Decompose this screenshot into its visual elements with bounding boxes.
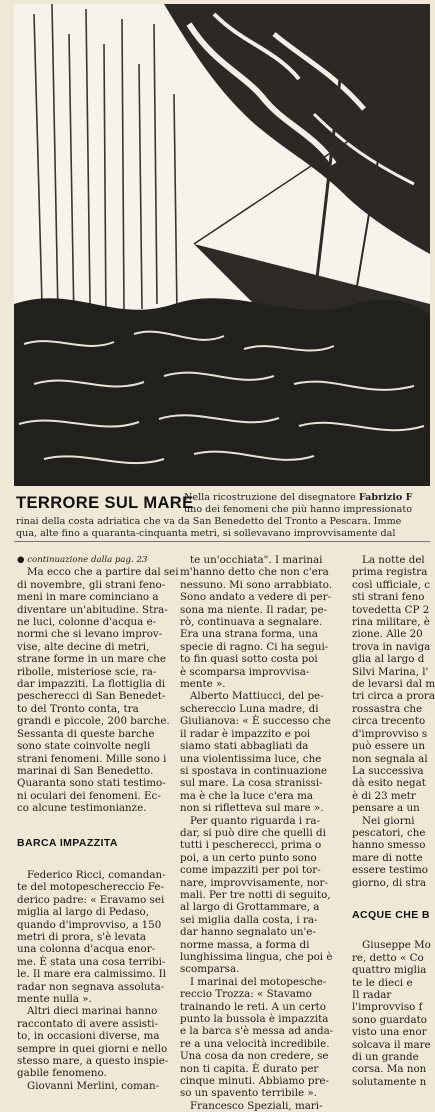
text-line: cinque minuti. Abbiamo pre- — [180, 1075, 329, 1088]
text-line: Nei giorni — [362, 814, 415, 827]
text-line: pescherecci di San Benedet- — [17, 690, 166, 703]
text-line: può essere un — [352, 740, 426, 753]
text-line: strani fenomeni. Mille sono i — [17, 752, 167, 765]
text-line: re, detto « Co — [352, 951, 424, 964]
text-line: glia al largo d — [352, 653, 425, 666]
headline: TERRORE SUL MARE — [16, 494, 194, 512]
text-line: pescatori, che — [352, 826, 426, 839]
col1-paragraph-4 — [17, 1080, 169, 1092]
text-line: me. È stata una cosa terribi- — [17, 955, 166, 968]
text-line: to del Tronto conta, tra — [17, 702, 139, 715]
text-line: tovedetta CP 2 — [352, 603, 430, 616]
text-line: rossastra che — [352, 702, 423, 715]
text-line: reccio Trozza: « Stavamo — [180, 988, 312, 1001]
text-line: Federico Ricci, comandan- — [27, 868, 166, 881]
text-line: norme massa, a forma di — [180, 938, 310, 951]
text-line: punto la bussola è impazzita — [180, 1013, 329, 1026]
text-line: lunghissima lingua, che poi è — [180, 951, 333, 963]
text-line: ni oculari dei fenomeni. Ec- — [17, 789, 161, 802]
text-line: giorno, di stra — [352, 876, 427, 889]
text-line: siamo stati abbagliati da — [180, 740, 309, 753]
text-line: so un spavento terribile ». — [180, 1087, 317, 1100]
text-line: gabile fenomeno. — [17, 1067, 107, 1080]
text-line: dar hanno segnalato un'e- — [180, 926, 316, 939]
text-line: scomparsa. — [180, 963, 240, 976]
text-line: solutamente n — [352, 1075, 427, 1088]
text-line: non segnala al — [352, 752, 428, 765]
text-line: Francesco Speziali, mari- — [190, 1099, 323, 1112]
text-line: dar, si può dire che quelli di — [180, 826, 326, 839]
text-line: l'improvviso f — [352, 1001, 423, 1014]
text-line: di novembre, gli strani feno- — [17, 578, 166, 591]
text-line: schereccio Luna madre, di — [180, 702, 319, 715]
text-line: normi che si levano improv- — [17, 628, 163, 641]
text-line: Giovanni Merlini, coman- — [27, 1079, 160, 1092]
text-line: de levarsi dal m — [352, 678, 435, 691]
divider — [14, 541, 430, 542]
text-line: Giuseppe Mo — [362, 939, 431, 952]
col2-paragraph-5 — [180, 1100, 340, 1112]
article-column-2 — [180, 554, 340, 1112]
text-line: prima registra — [352, 566, 428, 579]
text-line: vise, alte decine di metri, — [17, 640, 150, 653]
text-line: metri di prora, s'è levata — [17, 930, 147, 943]
text-line: dà esito negat — [352, 777, 426, 790]
text-line: trova in naviga — [352, 640, 431, 653]
text-line: tri circa a prora — [352, 690, 435, 703]
text-line: nare, improvvisamente, nor- — [180, 876, 328, 889]
caption-row — [14, 490, 430, 538]
text-line: to, in occasioni diverse, ma — [17, 1030, 160, 1043]
text-line: sei miglia dalla costa, i ra- — [180, 913, 318, 926]
text-line: Giulianova: « È successo che — [180, 715, 331, 728]
text-line: è scomparsa improvvisa- — [180, 665, 310, 678]
text-line: rina militare, è — [352, 616, 430, 629]
text-line: miglia al largo di Pedaso, — [17, 906, 149, 919]
text-line: te le dieci e — [352, 976, 413, 989]
text-line: sono state coinvolte negli — [17, 740, 151, 753]
col2-paragraph-3 — [180, 815, 340, 976]
text-line: d'improvviso s — [352, 727, 428, 740]
continuation-note: ● continuazione dalla pag. 23 — [17, 555, 148, 565]
text-line: Una cosa da non credere, se — [180, 1050, 329, 1063]
text-line: sempre in quei giorni e nello — [17, 1042, 168, 1055]
text-line: ma è che la luce c'era ma — [180, 789, 313, 802]
text-line: tutti i pescherecci, prima o — [180, 839, 322, 852]
article-column-3 — [352, 554, 435, 1088]
text-line: come impazziti per poi tor- — [180, 864, 321, 877]
text-line: circa trecento — [352, 715, 426, 728]
col3-paragraph-3 — [352, 939, 430, 1088]
text-line: il radar è impazzito e poi — [180, 727, 311, 740]
col3-paragraph-2 — [352, 815, 430, 889]
text-line: re a una velocità incredibile. — [180, 1037, 330, 1050]
text-line: Sessanta di queste barche — [17, 727, 155, 740]
text-line: ne luci, colonne d'acqua e- — [17, 616, 157, 629]
text-line: te un'occhiata". I marinai — [190, 554, 323, 566]
text-line: radar non segnava assoluta- — [17, 980, 165, 993]
caption-line-2: uno dei fenomeni che più hanno impressionato — [184, 504, 412, 515]
text-line: Alberto Mattiucci, del pe- — [190, 690, 324, 703]
col3-paragraph-1 — [352, 554, 435, 815]
text-line: e la barca s'è messa ad anda- — [180, 1025, 334, 1038]
text-line: te del motopeschereccio Fe- — [17, 881, 164, 894]
text-line: I marinai del motopesche- — [190, 975, 327, 988]
text-line: sti strani feno — [352, 591, 425, 604]
subheading-acque: ACQUE CHE B — [352, 908, 430, 921]
text-line: raccontato di avere assisti- — [17, 1017, 159, 1030]
col2-paragraph-1 — [180, 554, 340, 690]
text-line: corsa. Ma non — [352, 1063, 427, 1076]
text-line: Silvi Marina, l' — [352, 665, 429, 678]
text-line: mente ». — [180, 678, 226, 691]
text-line: trainando le reti. A un certo — [180, 1000, 326, 1013]
text-line: non si rifletteva sul mare ». — [180, 802, 324, 815]
text-line: hanno smesso — [352, 839, 426, 852]
text-line: La successiva — [352, 764, 424, 777]
text-line: essere testimo — [352, 864, 428, 877]
caption-line-4: qua, alte fino a quaranta-cinquanta metri, si sollevavano improvvisamente dal — [16, 528, 396, 539]
text-line: zione. Alle 20 — [352, 628, 423, 641]
text-line: ribolle, misteriose scie, ra- — [17, 665, 157, 678]
text-line: le. Il mare era calmissimo. Il — [17, 968, 166, 981]
text-line: sul mare. La cosa stranissi- — [180, 777, 323, 790]
text-line: La notte del — [362, 554, 425, 566]
text-line: è di 23 metr — [352, 789, 416, 802]
text-line: specie di ragno. Ci ha segui- — [180, 640, 329, 653]
text-line: visto una enor — [352, 1026, 427, 1039]
col1-paragraph-3 — [17, 1005, 169, 1079]
text-line: quando d'improvviso, a 150 — [17, 918, 162, 931]
text-line: marinai di San Benedetto. — [17, 764, 154, 777]
text-line: poi, a un certo punto sono — [180, 851, 317, 864]
text-line: sono guardato — [352, 1013, 427, 1026]
text-line: solcava il mare — [352, 1038, 431, 1051]
text-line: rò, continuava a segnalare. — [180, 616, 323, 629]
text-line: m'hanno detto che non c'era — [180, 566, 329, 579]
text-line: di un grande — [352, 1051, 419, 1064]
text-line: una colonna d'acqua enor- — [17, 943, 156, 956]
text-line: strane forme in un mare che — [17, 653, 166, 666]
text-line: Altri dieci marinai hanno — [27, 1005, 158, 1018]
text-line: Ma ecco che a partire dal sei — [27, 566, 179, 579]
text-line: così ufficiale, c — [352, 578, 430, 591]
text-line: Il radar — [352, 989, 392, 1001]
text-line: una violentissima luce, che — [180, 752, 322, 765]
text-line: quattro miglia — [352, 964, 427, 977]
text-line: mali. Per tre notti di seguito, — [180, 888, 331, 901]
text-line: nessuno. Mi sono arrabbiato. — [180, 578, 332, 591]
text-line: dar impazziti. La flottiglia di — [17, 678, 166, 691]
text-line: al largo di Grottammare, a — [180, 901, 320, 914]
text-line: co alcune testimonianze. — [17, 802, 147, 815]
text-line: stesso mare, a questo inspie- — [17, 1055, 169, 1068]
text-line: Quaranta sono stati testimo- — [17, 777, 166, 790]
text-line: diventare un'abitudine. Stra- — [17, 603, 168, 616]
text-line: sona ma niente. Il radar, pe- — [180, 603, 328, 616]
text-line: meni in mare cominciano a — [17, 591, 159, 604]
text-line: non ti capita. È durato per — [180, 1062, 319, 1075]
text-line: si spostava in continuazione — [180, 764, 327, 777]
text-line: mare di notte — [352, 851, 423, 864]
text-line: Era una strana forma, una — [180, 628, 318, 641]
col2-paragraph-4 — [180, 976, 340, 1100]
text-line: pensare a un — [352, 802, 420, 815]
text-line: derico padre: « Eravamo sei — [17, 893, 165, 906]
article-column-1 — [17, 554, 179, 1092]
illustration — [14, 4, 430, 486]
col1-paragraph-2 — [17, 869, 169, 1005]
col1-paragraph-1 — [17, 566, 179, 815]
caption-line-3: rinai della costa adriatica che va da San Benedetto del Tronto a Pescara. Imme — [16, 516, 402, 527]
text-line: to fin quasi sotto costa poi — [180, 653, 318, 666]
col2-paragraph-2 — [180, 690, 340, 814]
text-line: Per quanto riguarda i ra- — [190, 814, 320, 827]
text-line: mente nulla ». — [17, 993, 92, 1005]
text-line: Sono andato a vedere di per- — [180, 591, 332, 604]
text-line: grandi e piccole, 200 barche. — [17, 715, 170, 728]
subheading-barca-impazzita: BARCA IMPAZZITA — [17, 836, 118, 849]
caption-line-1: Nella ricostruzione del disegnatore Fabrizio F — [184, 492, 413, 503]
